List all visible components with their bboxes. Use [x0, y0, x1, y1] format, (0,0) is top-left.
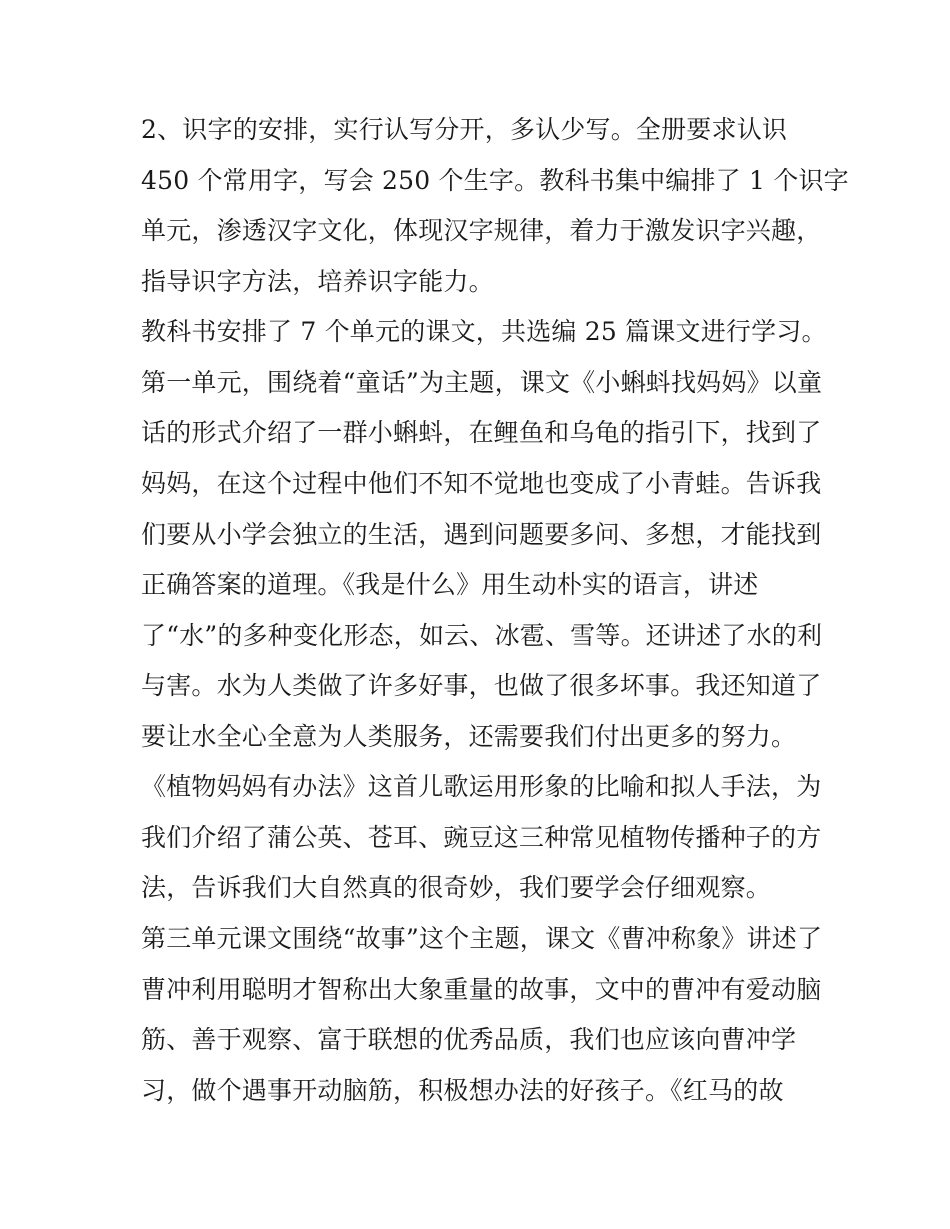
text-line: 第一单元，围绕着“童话”为主题，课文《小蝌蚪找妈妈》以童: [141, 368, 823, 397]
text-line: 我们介绍了蒲公英、苍耳、豌豆这三种常见植物传播种子的方: [141, 823, 822, 852]
text-line: 指导识字方法，培养识字能力。: [141, 267, 494, 296]
text-line: 要让水全心全意为人类服务，还需要我们付出更多的努力。: [141, 722, 797, 751]
text-line: 了“水”的多种变化形态，如云、冰雹、雪等。还讲述了水的利: [141, 621, 823, 650]
text-line: 筋、善于观察、富于联想的优秀品质，我们也应该向曹冲学: [141, 1025, 797, 1054]
text-line: 2、识字的安排，实行认写分开，多认少写。全册要求认识: [141, 115, 788, 144]
text-line: 与害。水为人类做了许多好事，也做了很多坏事。我还知道了: [141, 671, 822, 700]
text-line: 第三单元课文围绕“故事”这个主题，课文《曹冲称象》讲述了: [141, 924, 823, 953]
text-line: 450 个常用字，写会 250 个生字。教科书集中编排了 1 个识字: [141, 166, 849, 195]
text-line: 习，做个遇事开动脑筋，积极想办法的好孩子。《红马的故: [141, 1076, 784, 1105]
text-line: 《植物妈妈有办法》这首儿歌运用形象的比喻和拟人手法，为: [141, 772, 822, 801]
text-line: 话的形式介绍了一群小蝌蚪，在鲤鱼和乌龟的指引下，找到了: [141, 418, 822, 447]
text-line: 单元，渗透汉字文化，体现汉字规律，着力于激发识字兴趣，: [141, 216, 822, 245]
text-line: 们要从小学会独立的生活，遇到问题要多问、多想，才能找到: [141, 520, 822, 549]
text-line: 正确答案的道理。《我是什么》用生动朴实的语言，讲述: [141, 570, 759, 599]
text-line: 教科书安排了 7 个单元的课文，共选编 25 篇课文进行学习。: [141, 317, 827, 346]
text-line: 法，告诉我们大自然真的很奇妙，我们要学会仔细观察。: [141, 873, 772, 902]
text-line: 曹冲利用聪明才智称出大象重量的故事，文中的曹冲有爱动脑: [141, 975, 822, 1004]
text-line: 妈妈，在这个过程中他们不知不觉地也变成了小青蛙。告诉我: [141, 469, 822, 498]
